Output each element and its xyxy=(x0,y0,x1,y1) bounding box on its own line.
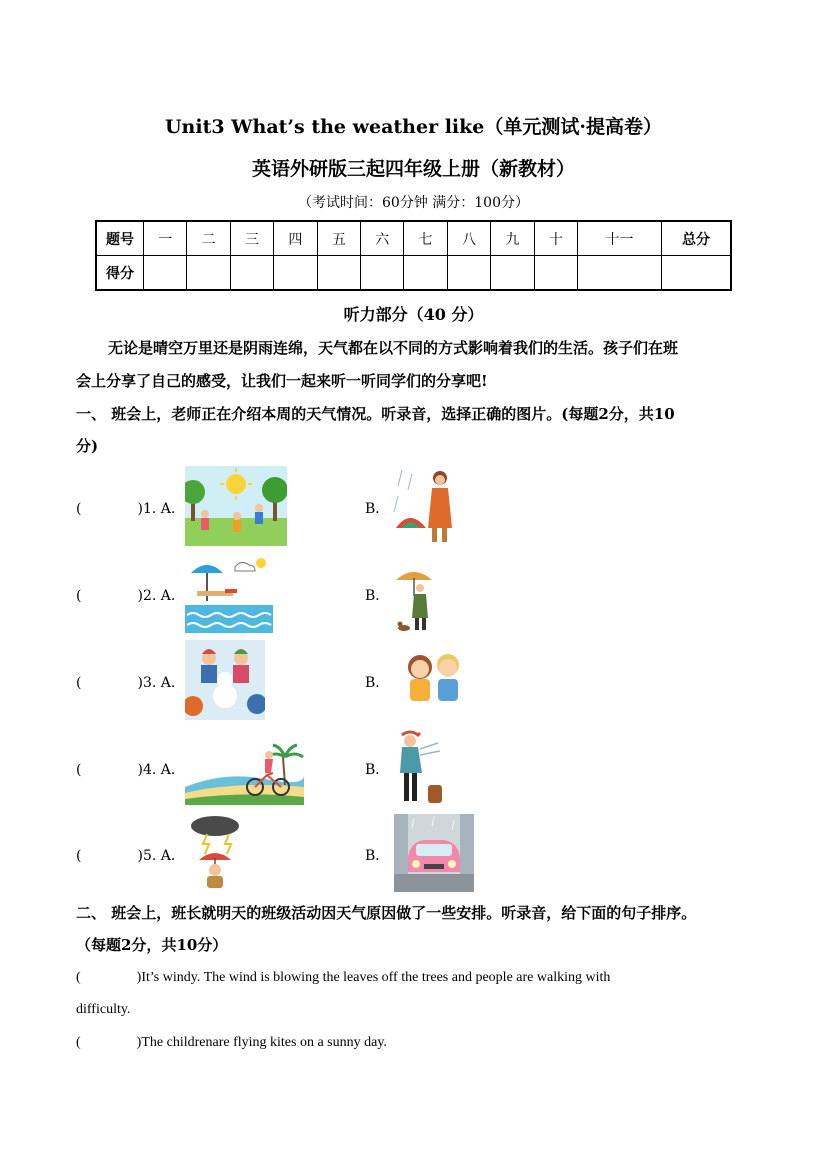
windy-woman-picture[interactable] xyxy=(392,727,452,807)
question-number: 5. A． xyxy=(142,848,185,864)
question-1-row xyxy=(76,498,185,518)
score-input-cell[interactable] xyxy=(578,256,662,291)
rainy-car-picture[interactable] xyxy=(394,814,474,892)
section2-instruction-line1: 二、 班会上，班长就明天的班级活动因天气原因做了一些安排。听录音，给下面的句子排序。 xyxy=(76,904,697,922)
exam-info: （考试时间：60分钟 满分：100分） xyxy=(298,195,529,211)
close-paren: ) xyxy=(137,675,143,691)
listening-section-heading: 听力部分（40 分） xyxy=(343,305,484,324)
open-paren: ( xyxy=(76,1035,81,1050)
question-number: 1. A． xyxy=(142,501,185,517)
section1-instruction-line1: 一、 班会上，老师正在介绍本周的天气情况。听录音，选择正确的图片。(每题2分，共10 xyxy=(76,405,675,423)
score-table-header-row xyxy=(96,221,731,256)
score-input-cell[interactable] xyxy=(317,256,360,291)
score-cell: 五 xyxy=(317,221,360,256)
sentence-2 xyxy=(76,1035,756,1051)
score-input-cell[interactable] xyxy=(491,256,534,291)
score-input-cell[interactable] xyxy=(534,256,577,291)
close-paren: ) xyxy=(137,501,143,517)
option-b-label: B． xyxy=(365,588,390,604)
score-table xyxy=(95,220,732,291)
sentence-1-continuation: difficulty. xyxy=(76,1002,131,1017)
close-paren: ) xyxy=(137,848,143,864)
question-2-row xyxy=(76,585,185,605)
open-paren: ( xyxy=(76,501,82,517)
snowman-children-picture[interactable] xyxy=(185,640,265,720)
sentence-text: It’s windy. The wind is blowing the leaves off the trees and people are walking with xyxy=(141,970,611,985)
question-3-row xyxy=(76,672,185,692)
option-b-label: B． xyxy=(365,501,390,517)
option-b-label: B． xyxy=(365,762,390,778)
score-input-cell[interactable] xyxy=(187,256,230,291)
score-cell: 六 xyxy=(361,221,404,256)
score-input-cell[interactable] xyxy=(447,256,490,291)
close-paren: ) xyxy=(137,762,143,778)
score-cell: 四 xyxy=(274,221,317,256)
question-5-row xyxy=(76,845,185,865)
open-paren: ( xyxy=(76,588,82,604)
score-input-cell[interactable] xyxy=(144,256,187,291)
rainy-umbrella-picture[interactable] xyxy=(392,466,464,546)
document-subtitle: 英语外研版三起四年级上册（新教材） xyxy=(251,158,575,180)
score-cell: 题号 xyxy=(96,221,144,256)
question-4-row xyxy=(76,759,185,779)
section1-instruction-line2: 分) xyxy=(76,437,99,455)
score-cell: 九 xyxy=(491,221,534,256)
close-paren: ) xyxy=(136,1035,142,1050)
score-cell: 三 xyxy=(230,221,273,256)
score-input-cell[interactable] xyxy=(274,256,317,291)
open-paren: ( xyxy=(76,762,82,778)
score-cell: 一 xyxy=(144,221,187,256)
section2-instruction-line2: （每题2分，共10分） xyxy=(76,936,228,954)
beach-deckchair-picture[interactable] xyxy=(185,553,273,633)
option-b-label: B． xyxy=(365,675,390,691)
document-title: Unit3 What’s the weather like（单元测试·提高卷） xyxy=(164,116,663,138)
umbrella-dog-picture[interactable] xyxy=(392,566,436,634)
score-input-cell[interactable] xyxy=(230,256,273,291)
question-number: 2. A． xyxy=(142,588,185,604)
score-cell: 二 xyxy=(187,221,230,256)
intro-line-1: 无论是晴空万里还是阴雨连绵，天气都在以不同的方式影响着我们的生活。孩子们在班 xyxy=(108,339,679,357)
open-paren: ( xyxy=(76,675,82,691)
score-row-label: 得分 xyxy=(96,256,144,291)
cycling-picture[interactable] xyxy=(185,727,304,805)
close-paren: ) xyxy=(136,970,142,985)
intro-line-2: 会上分享了自己的感受，让我们一起来听一听同学们的分享吧! xyxy=(76,372,488,390)
sentence-1 xyxy=(76,970,756,986)
question-number: 4. A． xyxy=(142,762,185,778)
score-input-cell[interactable] xyxy=(361,256,404,291)
score-input-cell[interactable] xyxy=(662,256,732,291)
option-b-label: B． xyxy=(365,848,390,864)
score-table-score-row xyxy=(96,256,731,291)
storm-picture[interactable] xyxy=(185,814,247,892)
score-cell: 八 xyxy=(447,221,490,256)
sunny-park-picture[interactable] xyxy=(185,466,287,546)
hot-kids-picture[interactable] xyxy=(398,649,470,709)
open-paren: ( xyxy=(76,970,81,985)
open-paren: ( xyxy=(76,848,82,864)
close-paren: ) xyxy=(137,588,143,604)
score-input-cell[interactable] xyxy=(404,256,447,291)
sentence-text: The childrenare flying kites on a sunny day. xyxy=(141,1035,387,1050)
score-cell: 七 xyxy=(404,221,447,256)
score-cell: 十一 xyxy=(578,221,662,256)
question-number: 3. A． xyxy=(142,675,185,691)
score-cell: 十 xyxy=(534,221,577,256)
score-cell: 总分 xyxy=(662,221,732,256)
